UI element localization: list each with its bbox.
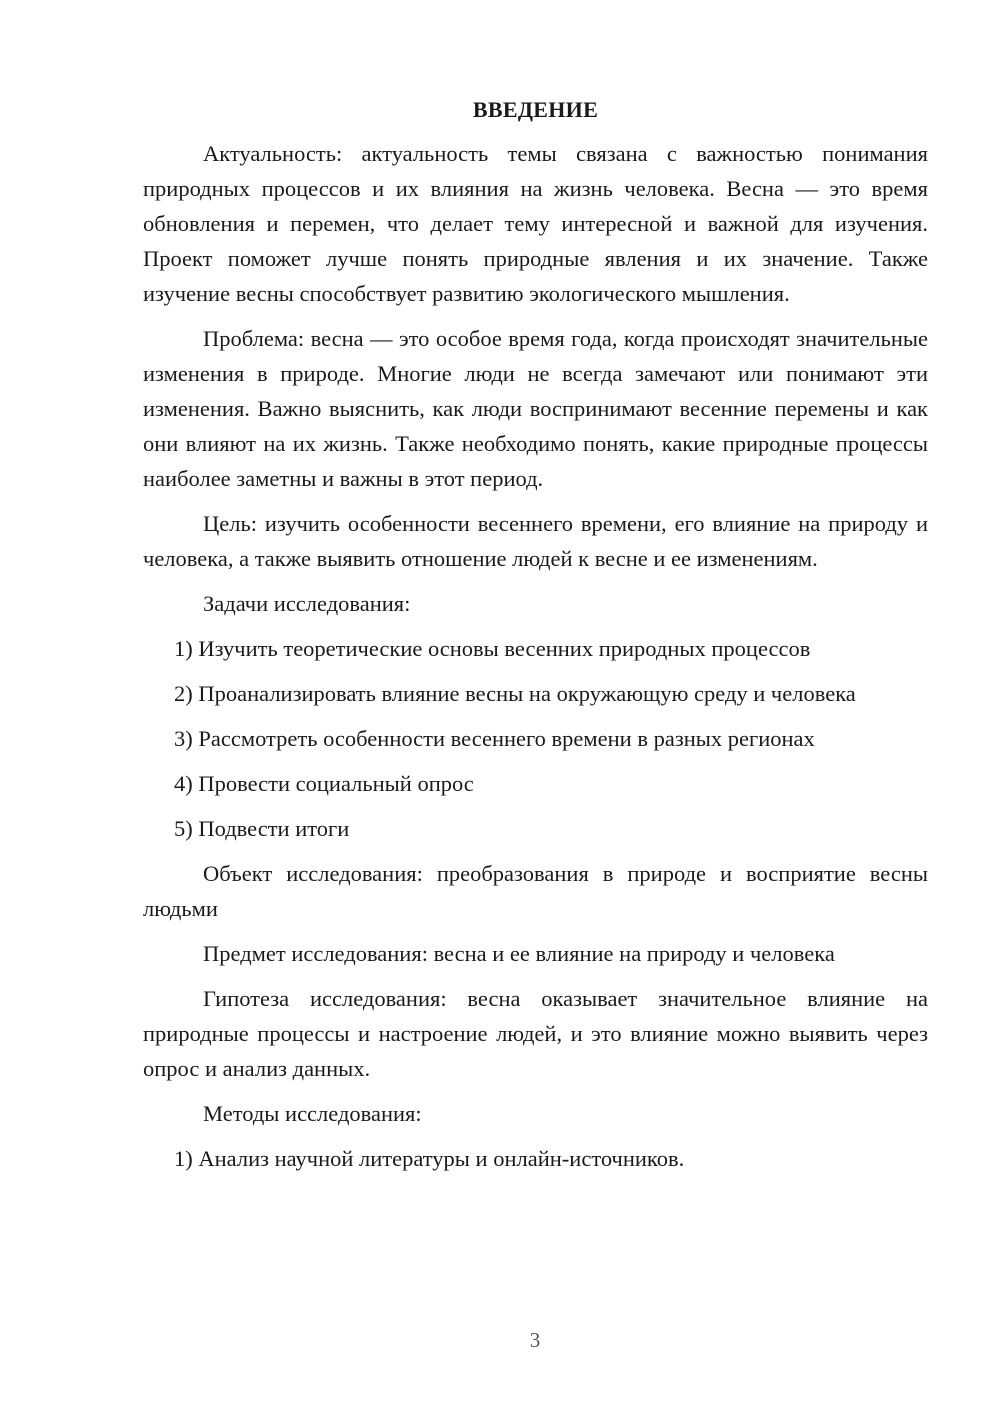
list-item: 1) Изучить теоретические основы весенних природных процессов	[174, 636, 811, 661]
list-item: 2) Проанализировать влияние весны на окружающую среду и человека	[174, 681, 856, 706]
page-number: 3	[529, 1328, 541, 1352]
subject-paragraph: Предмет исследования: весна и ее влияние на природу и человека	[203, 941, 835, 966]
tasks-list	[143, 631, 928, 846]
list-item: 1) Анализ научной литературы и онлайн-источников.	[174, 1146, 685, 1171]
problem-paragraph: Проблема: весна — это особое время года, когда происходят значительные изменения в природе. Многие люди не всегда замечают или понимают эти изменения. Важно выяснить, как люди воспринимают весенние перемены и как они влияют на их жизнь. Также необходимо понять, какие природные процессы наиболее заметны и важны в этот период.	[143, 326, 928, 491]
object-paragraph: Объект исследования: преобразования в природе и восприятие весны людьми	[143, 861, 928, 921]
methods-heading: Методы исследования:	[203, 1101, 422, 1126]
document-body	[143, 94, 928, 1186]
relevance-paragraph: Актуальность: актуальность темы связана с важностью понимания природных процессов и их влияния на жизнь человека. Весна — это время обновления и перемен, что делает тему интересной и важной для изучения. Проект поможет лучше понять природные явления и их значение. Также изучение весны способствует развитию экологического мышления.	[143, 141, 928, 306]
tasks-heading: Задачи исследования:	[203, 591, 411, 616]
list-item: 4) Провести социальный опрос	[174, 771, 474, 796]
section-title: ВВЕДЕНИЕ	[472, 97, 599, 122]
hypothesis-paragraph: Гипотеза исследования: весна оказывает значительное влияние на природные процессы и настроение людей, и это влияние можно выявить через опрос и анализ данных.	[143, 986, 928, 1081]
list-item: 3) Рассмотреть особенности весеннего времени в разных регионах	[174, 726, 815, 751]
list-item: 5) Подвести итоги	[174, 816, 350, 841]
methods-list	[143, 1141, 928, 1176]
goal-paragraph: Цель: изучить особенности весеннего времени, его влияние на природу и человека, а также выявить отношение людей к весне и ее изменениям.	[143, 511, 928, 571]
